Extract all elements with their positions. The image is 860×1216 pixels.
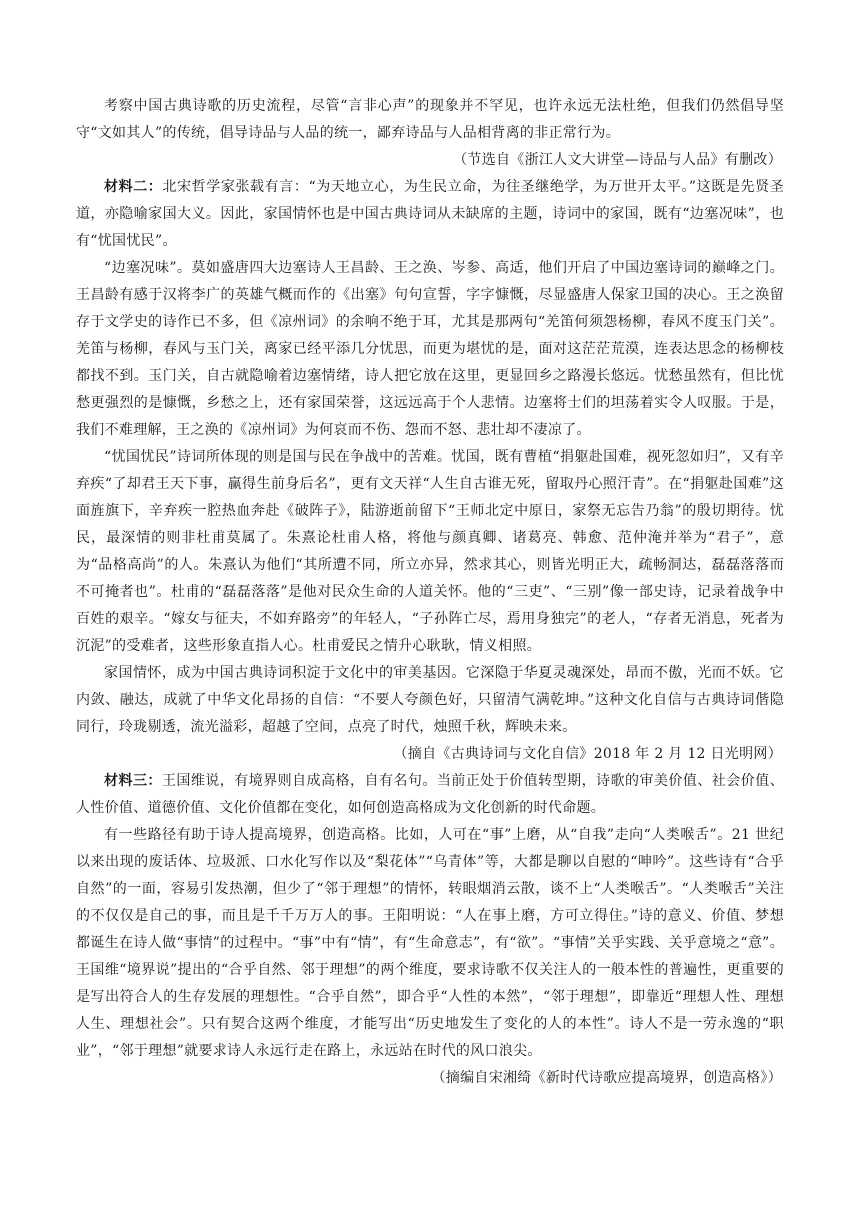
paragraph-text: 北宋哲学家张载有言：“为天地立心，为生民立命，为往圣继绝学，为万世开太平。”这既是先贤圣道，亦隐喻家国大义。因此，家国情怀也是中国古典诗词从未缺席的主题，诗词中的家国，既有“边塞况味”，也有“忧国忧民”。 (76, 179, 784, 249)
paragraph (76, 768, 784, 822)
source-citation: （摘自《古典诗词与文化自信》2018 年 2 月 12 日光明网） (393, 746, 782, 762)
paragraph: “忧国忧民”诗词所体现的则是国与民在争战中的苦难。忧国，既有曹植“捐躯赴国难，视死忽如归”，又有辛弃疾“了却君王天下事，赢得生前身后名”，更有文天祥“人生自古谁无死，留取丹心照汗青”。在“捐躯赴国难”这面旌旗下，辛弃疾一腔热血奔赴《破阵子》，陆游逝前留下“王师北定中原日，家祭无忘告乃翁”的殷切期待。忧民，最深情的则非杜甫莫属了。朱熹论杜甫人格，将他与颜真卿、诸葛亮、韩愈、范仲淹并举为“君子”，意为“品格高尚”的人。朱熹认为他们“其所遭不同，所立亦异，然求其心，则皆光明正大，疏畅洞达，磊磊落落而不可掩者也”。杜甫的“磊磊落落”是他对民众生命的人道关怀。他的“三吏”、“三别”像一部史诗，记录着战争中百姓的艰辛。“嫁女与征夫，不如弃路旁”的年轻人，“子孙阵亡尽，焉用身独完”的老人，“存者无消息，死者为沉泥”的受难者，这些形象直指人心。杜甫爱民之情升心耿耿，情义相照。 (76, 449, 784, 654)
material-two (76, 174, 784, 768)
material-one-tail (76, 93, 784, 174)
material-label: 材料二： (104, 179, 163, 195)
paragraph-text: 王国维说，有境界则自成高格，自有名句。当前正处于价值转型期，诗歌的审美价值、社会价值、人性价值、道德价值、文化价值都在变化，如何创造高格成为文化创新的时代命题。 (76, 773, 784, 816)
paragraph: 家国情怀，成为中国古典诗词积淀于文化中的审美基因。它深隐于华夏灵魂深处，昂而不傲，光而不妖。它内敛、融达，成就了中华文化昂扬的自信：“不要人夸颜色好，只留清气满乾坤。”这种文化自信与古典诗词偕隐同行，玲珑剔透，流光溢彩，超越了空间，点亮了时代，烛照千秋，辉映未来。 (76, 665, 784, 735)
source-citation: （摘编自宋湘绮《新时代诗歌应提高境界，创造高格》） (431, 1070, 782, 1086)
paragraph: “边塞况味”。莫如盛唐四大边塞诗人王昌龄、王之涣、岑参、高适，他们开启了中国边塞诗词的巅峰之门。王昌龄有感于汉将李广的英雄气概而作的《出塞》句句宣誓，字字慷慨，尽显盛唐人保家卫国的决心。王之涣留存于文学史的诗作已不多，但《凉州词》的余响不绝于耳，尤其是那两句“羌笛何须怨杨柳，春风不度玉门关”。羌笛与杨柳，春风与玉门关，离家已经平添几分忧思，而更为堪忧的是，面对这茫茫荒漠，连表达思念的杨柳枝都找不到。玉门关，自古就隐喻着边塞情绪，诗人把它放在这里，更显回乡之路漫长悠远。忧愁虽然有，但比忧愁更强烈的是慷慨，乡愁之上，还有家国荣誉，这远远高于个人悲情。边塞将士们的坦荡着实令人叹服。于是，我们不难理解，王之涣的《凉州词》为何哀而不伤、怨而不怒、悲壮却不凄凉了。 (76, 260, 784, 438)
material-three (76, 768, 784, 1092)
paragraph: 有一些路径有助于诗人提高境界，创造高格。比如，人可在“事”上磨，从“自我”走向“人类喉舌”。21 世纪以来出现的废话体、垃圾派、口水化写作以及“梨花体”“乌青体”等，大都是聊以自慰的“呻吟”。这些诗有“合乎自然”的一面，容易引发热潮，但少了“邻于理想”的情怀，转眼烟消云散，谈不上“人类喉舌”。“人类喉舌”关注的不仅仅是自己的事，而且是千千万万人的事。王阳明说：“人在事上磨，方可立得住。”诗的意义、价值、梦想都诞生在诗人做“事情”的过程中。“事”中有“情”，有“生命意志”，有“欲”。“事情”关乎实践、关乎意境之“意”。王国维“境界说”提出的“合乎自然、邻于理想”的两个维度，要求诗歌不仅关注人的一般本性的普遍性，更重要的是写出符合人的生存发展的理想性。“合乎自然”，即合乎“人性的本然”，“邻于理想”，即靠近“理想人性、理想人生、理想社会”。只有契合这两个维度，才能写出“历史地发生了变化的人的本性”。诗人不是一劳永逸的“职业”，“邻于理想”就要求诗人永远行走在路上，永远站在时代的风口浪尖。 (76, 827, 784, 1059)
paragraph (76, 174, 784, 255)
source-citation: （节选自《浙江人文大讲堂—诗品与人品》有删改） (453, 152, 782, 168)
material-label: 材料三： (104, 773, 162, 789)
paragraph: 考察中国古典诗歌的历史流程，尽管“言非心声”的现象并不罕见，也许永远无法杜绝，但我们仍然倡导坚守“文如其人”的传统，倡导诗品与人品的统一，鄙弃诗品与人品相背离的非正常行为。 (76, 98, 784, 141)
